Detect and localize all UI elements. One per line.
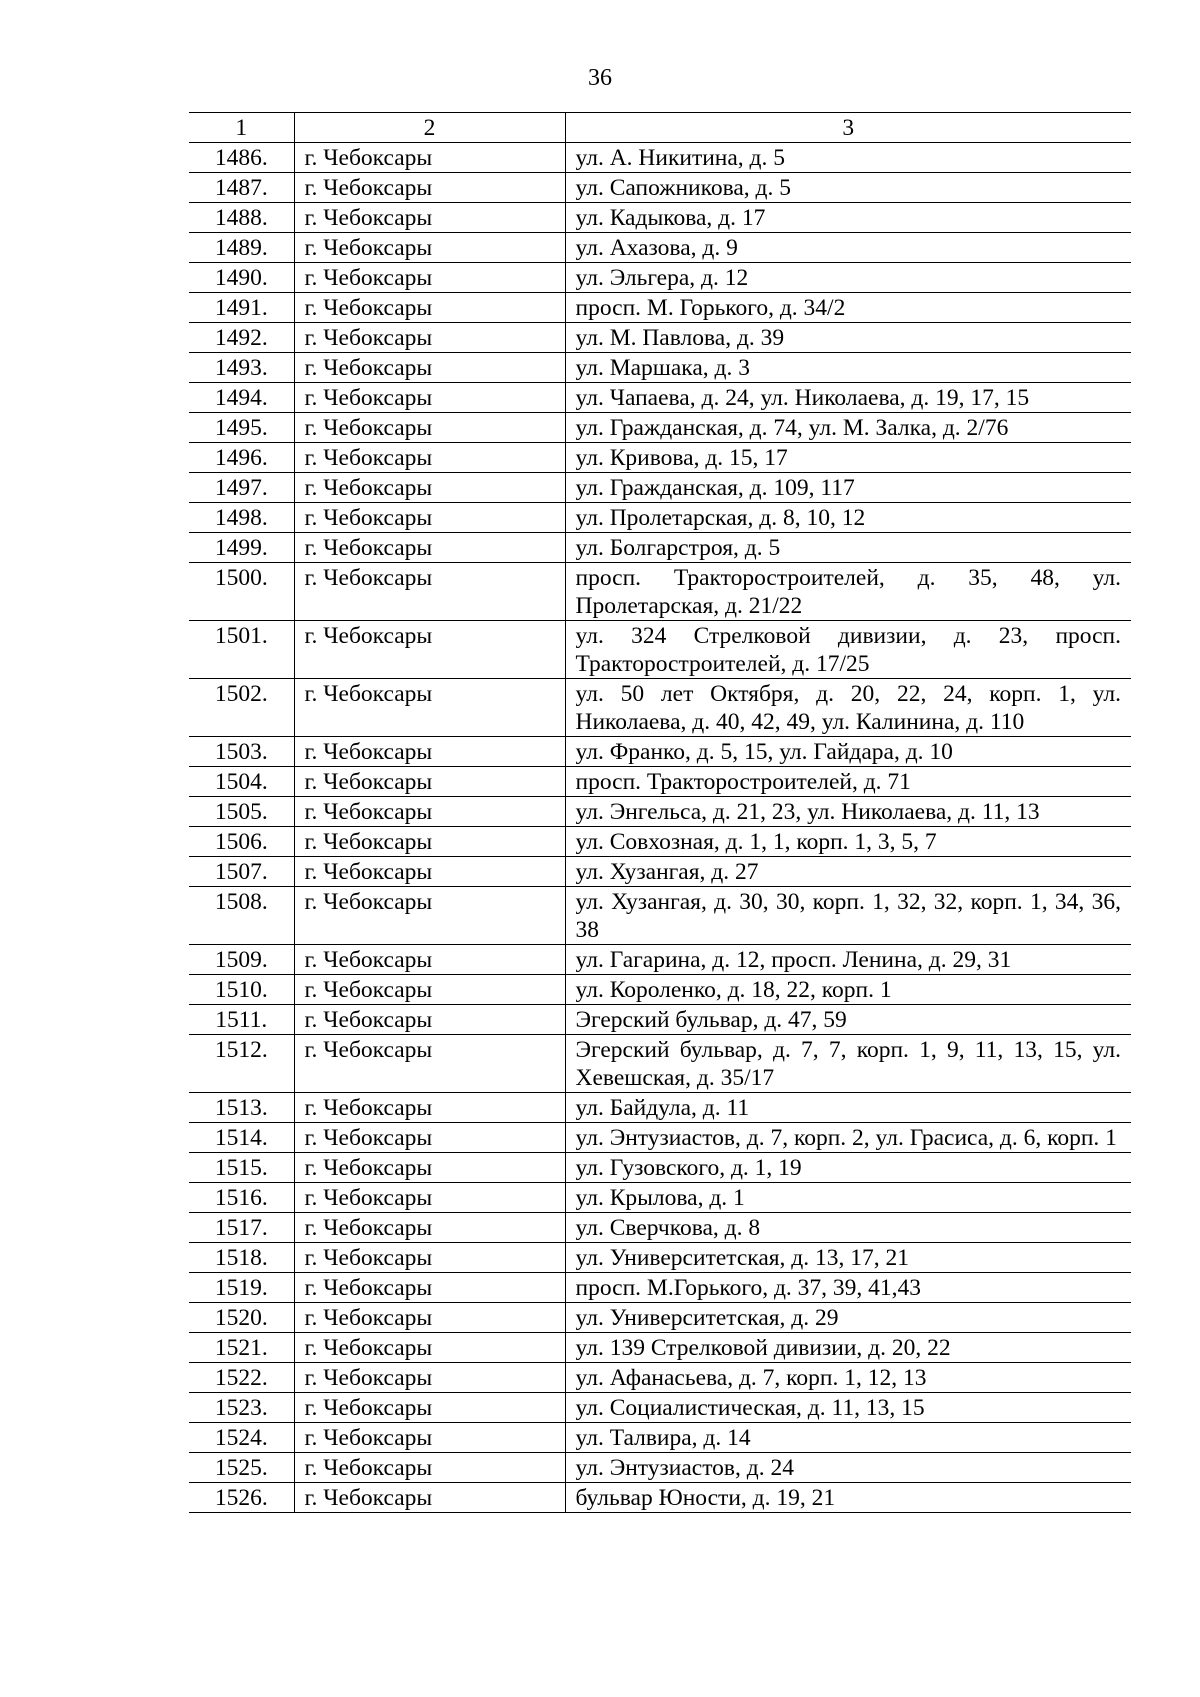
- city-cell: г. Чебоксары: [294, 233, 565, 263]
- city-cell: г. Чебоксары: [294, 737, 565, 767]
- table-row: [189, 503, 1131, 533]
- address-cell: ул. Энгельса, д. 21, 23, ул. Николаева, д. 11, 13: [565, 797, 1131, 827]
- row-number-cell: 1508.: [189, 887, 294, 945]
- table-row: [189, 945, 1131, 975]
- table-row: [189, 621, 1131, 679]
- row-number-cell: 1521.: [189, 1333, 294, 1363]
- city-cell: г. Чебоксары: [294, 1153, 565, 1183]
- city-cell: г. Чебоксары: [294, 975, 565, 1005]
- address-cell: просп. М.Горького, д. 37, 39, 41,43: [565, 1273, 1131, 1303]
- address-cell: просп. Тракторостроителей, д. 71: [565, 767, 1131, 797]
- table-row: [189, 1153, 1131, 1183]
- city-cell: г. Чебоксары: [294, 1303, 565, 1333]
- table-row: [189, 1123, 1131, 1153]
- address-cell: ул. А. Никитина, д. 5: [565, 143, 1131, 173]
- row-number-cell: 1518.: [189, 1243, 294, 1273]
- city-cell: г. Чебоксары: [294, 173, 565, 203]
- table-row: [189, 1093, 1131, 1123]
- city-cell: г. Чебоксары: [294, 563, 565, 621]
- table-row: [189, 533, 1131, 563]
- address-cell: Эгерский бульвар, д. 7, 7, корп. 1, 9, 11, 13, 15, ул. Хевешская, д. 35/17: [565, 1035, 1131, 1093]
- row-number-cell: 1510.: [189, 975, 294, 1005]
- city-cell: г. Чебоксары: [294, 1183, 565, 1213]
- address-cell: ул. Эльгера, д. 12: [565, 263, 1131, 293]
- address-cell: ул. Сверчкова, д. 8: [565, 1213, 1131, 1243]
- city-cell: г. Чебоксары: [294, 293, 565, 323]
- row-number-cell: 1497.: [189, 473, 294, 503]
- city-cell: г. Чебоксары: [294, 533, 565, 563]
- row-number-cell: 1511.: [189, 1005, 294, 1035]
- row-number-cell: 1516.: [189, 1183, 294, 1213]
- address-cell: бульвар Юности, д. 19, 21: [565, 1483, 1131, 1513]
- address-cell: ул. Энтузиастов, д. 7, корп. 2, ул. Грасиса, д. 6, корп. 1: [565, 1123, 1131, 1153]
- address-cell: ул. Сапожникова, д. 5: [565, 173, 1131, 203]
- row-number-cell: 1522.: [189, 1363, 294, 1393]
- row-number-cell: 1492.: [189, 323, 294, 353]
- address-cell: ул. Гражданская, д. 109, 117: [565, 473, 1131, 503]
- row-number-cell: 1502.: [189, 679, 294, 737]
- row-number-cell: 1509.: [189, 945, 294, 975]
- address-cell: ул. Кривова, д. 15, 17: [565, 443, 1131, 473]
- address-cell: просп. Тракторостроителей, д. 35, 48, ул. Пролетарская, д. 21/22: [565, 563, 1131, 621]
- row-number-cell: 1524.: [189, 1423, 294, 1453]
- city-cell: г. Чебоксары: [294, 1333, 565, 1363]
- table-row: [189, 827, 1131, 857]
- city-cell: г. Чебоксары: [294, 1453, 565, 1483]
- city-cell: г. Чебоксары: [294, 503, 565, 533]
- city-cell: г. Чебоксары: [294, 473, 565, 503]
- table-row: [189, 767, 1131, 797]
- address-cell: просп. М. Горького, д. 34/2: [565, 293, 1131, 323]
- row-number-cell: 1490.: [189, 263, 294, 293]
- city-cell: г. Чебоксары: [294, 767, 565, 797]
- row-number-cell: 1512.: [189, 1035, 294, 1093]
- row-number-cell: 1495.: [189, 413, 294, 443]
- city-cell: г. Чебоксары: [294, 1035, 565, 1093]
- city-cell: г. Чебоксары: [294, 797, 565, 827]
- row-number-cell: 1496.: [189, 443, 294, 473]
- city-cell: г. Чебоксары: [294, 1423, 565, 1453]
- table-row: [189, 1213, 1131, 1243]
- address-cell: ул. Маршака, д. 3: [565, 353, 1131, 383]
- table-row: [189, 1453, 1131, 1483]
- row-number-cell: 1523.: [189, 1393, 294, 1423]
- address-cell: ул. Талвира, д. 14: [565, 1423, 1131, 1453]
- address-cell: ул. Афанасьева, д. 7, корп. 1, 12, 13: [565, 1363, 1131, 1393]
- city-cell: г. Чебоксары: [294, 887, 565, 945]
- city-cell: г. Чебоксары: [294, 827, 565, 857]
- address-cell: ул. Ахазова, д. 9: [565, 233, 1131, 263]
- city-cell: г. Чебоксары: [294, 353, 565, 383]
- row-number-cell: 1486.: [189, 143, 294, 173]
- row-number-cell: 1507.: [189, 857, 294, 887]
- row-number-cell: 1494.: [189, 383, 294, 413]
- table-row: [189, 1333, 1131, 1363]
- table-row: [189, 143, 1131, 173]
- table-row: [189, 737, 1131, 767]
- table-row: [189, 473, 1131, 503]
- row-number-cell: 1515.: [189, 1153, 294, 1183]
- table-body: [189, 143, 1131, 1513]
- row-number-cell: 1489.: [189, 233, 294, 263]
- row-number-cell: 1519.: [189, 1273, 294, 1303]
- table-header-row: [189, 113, 1131, 143]
- address-cell: ул. Хузангая, д. 27: [565, 857, 1131, 887]
- table-row: [189, 679, 1131, 737]
- table-row: [189, 323, 1131, 353]
- city-cell: г. Чебоксары: [294, 679, 565, 737]
- city-cell: г. Чебоксары: [294, 857, 565, 887]
- row-number-cell: 1498.: [189, 503, 294, 533]
- row-number-cell: 1505.: [189, 797, 294, 827]
- address-cell: ул. Университетская, д. 29: [565, 1303, 1131, 1333]
- table-row: [189, 975, 1131, 1005]
- address-cell: ул. Байдула, д. 11: [565, 1093, 1131, 1123]
- address-cell: ул. Чапаева, д. 24, ул. Николаева, д. 19, 17, 15: [565, 383, 1131, 413]
- table-row: [189, 443, 1131, 473]
- address-cell: ул. Франко, д. 5, 15, ул. Гайдара, д. 10: [565, 737, 1131, 767]
- address-cell: ул. Болгарстроя, д. 5: [565, 533, 1131, 563]
- address-cell: ул. 324 Стрелковой дивизии, д. 23, просп. Тракторостроителей, д. 17/25: [565, 621, 1131, 679]
- table-row: [189, 173, 1131, 203]
- table-row: [189, 383, 1131, 413]
- city-cell: г. Чебоксары: [294, 1393, 565, 1423]
- table-row: [189, 797, 1131, 827]
- table-row: [189, 1005, 1131, 1035]
- address-cell: ул. Совхозная, д. 1, 1, корп. 1, 3, 5, 7: [565, 827, 1131, 857]
- city-cell: г. Чебоксары: [294, 263, 565, 293]
- city-cell: г. Чебоксары: [294, 323, 565, 353]
- column-header-number: 1: [189, 113, 294, 143]
- table-row: [189, 263, 1131, 293]
- table-row: [189, 1273, 1131, 1303]
- city-cell: г. Чебоксары: [294, 383, 565, 413]
- row-number-cell: 1493.: [189, 353, 294, 383]
- city-cell: г. Чебоксары: [294, 1273, 565, 1303]
- table-row: [189, 1483, 1131, 1513]
- city-cell: г. Чебоксары: [294, 621, 565, 679]
- column-header-address: 3: [565, 113, 1131, 143]
- city-cell: г. Чебоксары: [294, 1483, 565, 1513]
- row-number-cell: 1491.: [189, 293, 294, 323]
- city-cell: г. Чебоксары: [294, 443, 565, 473]
- table-row: [189, 887, 1131, 945]
- address-cell: ул. Крылова, д. 1: [565, 1183, 1131, 1213]
- row-number-cell: 1503.: [189, 737, 294, 767]
- city-cell: г. Чебоксары: [294, 203, 565, 233]
- address-cell: ул. М. Павлова, д. 39: [565, 323, 1131, 353]
- city-cell: г. Чебоксары: [294, 1005, 565, 1035]
- row-number-cell: 1488.: [189, 203, 294, 233]
- city-cell: г. Чебоксары: [294, 1123, 565, 1153]
- column-header-city: 2: [294, 113, 565, 143]
- address-cell: ул. Короленко, д. 18, 22, корп. 1: [565, 975, 1131, 1005]
- table-row: [189, 1363, 1131, 1393]
- row-number-cell: 1499.: [189, 533, 294, 563]
- row-number-cell: 1504.: [189, 767, 294, 797]
- row-number-cell: 1517.: [189, 1213, 294, 1243]
- address-cell: ул. Социалистическая, д. 11, 13, 15: [565, 1393, 1131, 1423]
- table-row: [189, 1243, 1131, 1273]
- city-cell: г. Чебоксары: [294, 1363, 565, 1393]
- row-number-cell: 1513.: [189, 1093, 294, 1123]
- table-row: [189, 1393, 1131, 1423]
- row-number-cell: 1514.: [189, 1123, 294, 1153]
- table-row: [189, 1183, 1131, 1213]
- table-row: [189, 1423, 1131, 1453]
- table-row: [189, 563, 1131, 621]
- table-row: [189, 413, 1131, 443]
- city-cell: г. Чебоксары: [294, 1243, 565, 1273]
- row-number-cell: 1506.: [189, 827, 294, 857]
- row-number-cell: 1525.: [189, 1453, 294, 1483]
- address-cell: ул. 139 Стрелковой дивизии, д. 20, 22: [565, 1333, 1131, 1363]
- address-cell: Эгерский бульвар, д. 47, 59: [565, 1005, 1131, 1035]
- address-cell: ул. Энтузиастов, д. 24: [565, 1453, 1131, 1483]
- address-cell: ул. 50 лет Октября, д. 20, 22, 24, корп. 1, ул. Николаева, д. 40, 42, 49, ул. Калинина, д. 110: [565, 679, 1131, 737]
- address-cell: ул. Гузовского, д. 1, 19: [565, 1153, 1131, 1183]
- city-cell: г. Чебоксары: [294, 1213, 565, 1243]
- page-number: 36: [588, 65, 612, 91]
- table-row: [189, 203, 1131, 233]
- address-cell: ул. Пролетарская, д. 8, 10, 12: [565, 503, 1131, 533]
- address-cell: ул. Хузангая, д. 30, 30, корп. 1, 32, 32, корп. 1, 34, 36, 38: [565, 887, 1131, 945]
- address-cell: ул. Гражданская, д. 74, ул. М. Залка, д. 2/76: [565, 413, 1131, 443]
- row-number-cell: 1487.: [189, 173, 294, 203]
- city-cell: г. Чебоксары: [294, 945, 565, 975]
- address-cell: ул. Гагарина, д. 12, просп. Ленина, д. 29, 31: [565, 945, 1131, 975]
- address-cell: ул. Университетская, д. 13, 17, 21: [565, 1243, 1131, 1273]
- row-number-cell: 1526.: [189, 1483, 294, 1513]
- city-cell: г. Чебоксары: [294, 143, 565, 173]
- city-cell: г. Чебоксары: [294, 413, 565, 443]
- city-cell: г. Чебоксары: [294, 1093, 565, 1123]
- address-cell: ул. Кадыкова, д. 17: [565, 203, 1131, 233]
- table-row: [189, 233, 1131, 263]
- row-number-cell: 1520.: [189, 1303, 294, 1333]
- row-number-cell: 1501.: [189, 621, 294, 679]
- table-row: [189, 857, 1131, 887]
- address-table: [189, 112, 1131, 1513]
- table-row: [189, 1035, 1131, 1093]
- row-number-cell: 1500.: [189, 563, 294, 621]
- table-row: [189, 353, 1131, 383]
- table-row: [189, 293, 1131, 323]
- table-row: [189, 1303, 1131, 1333]
